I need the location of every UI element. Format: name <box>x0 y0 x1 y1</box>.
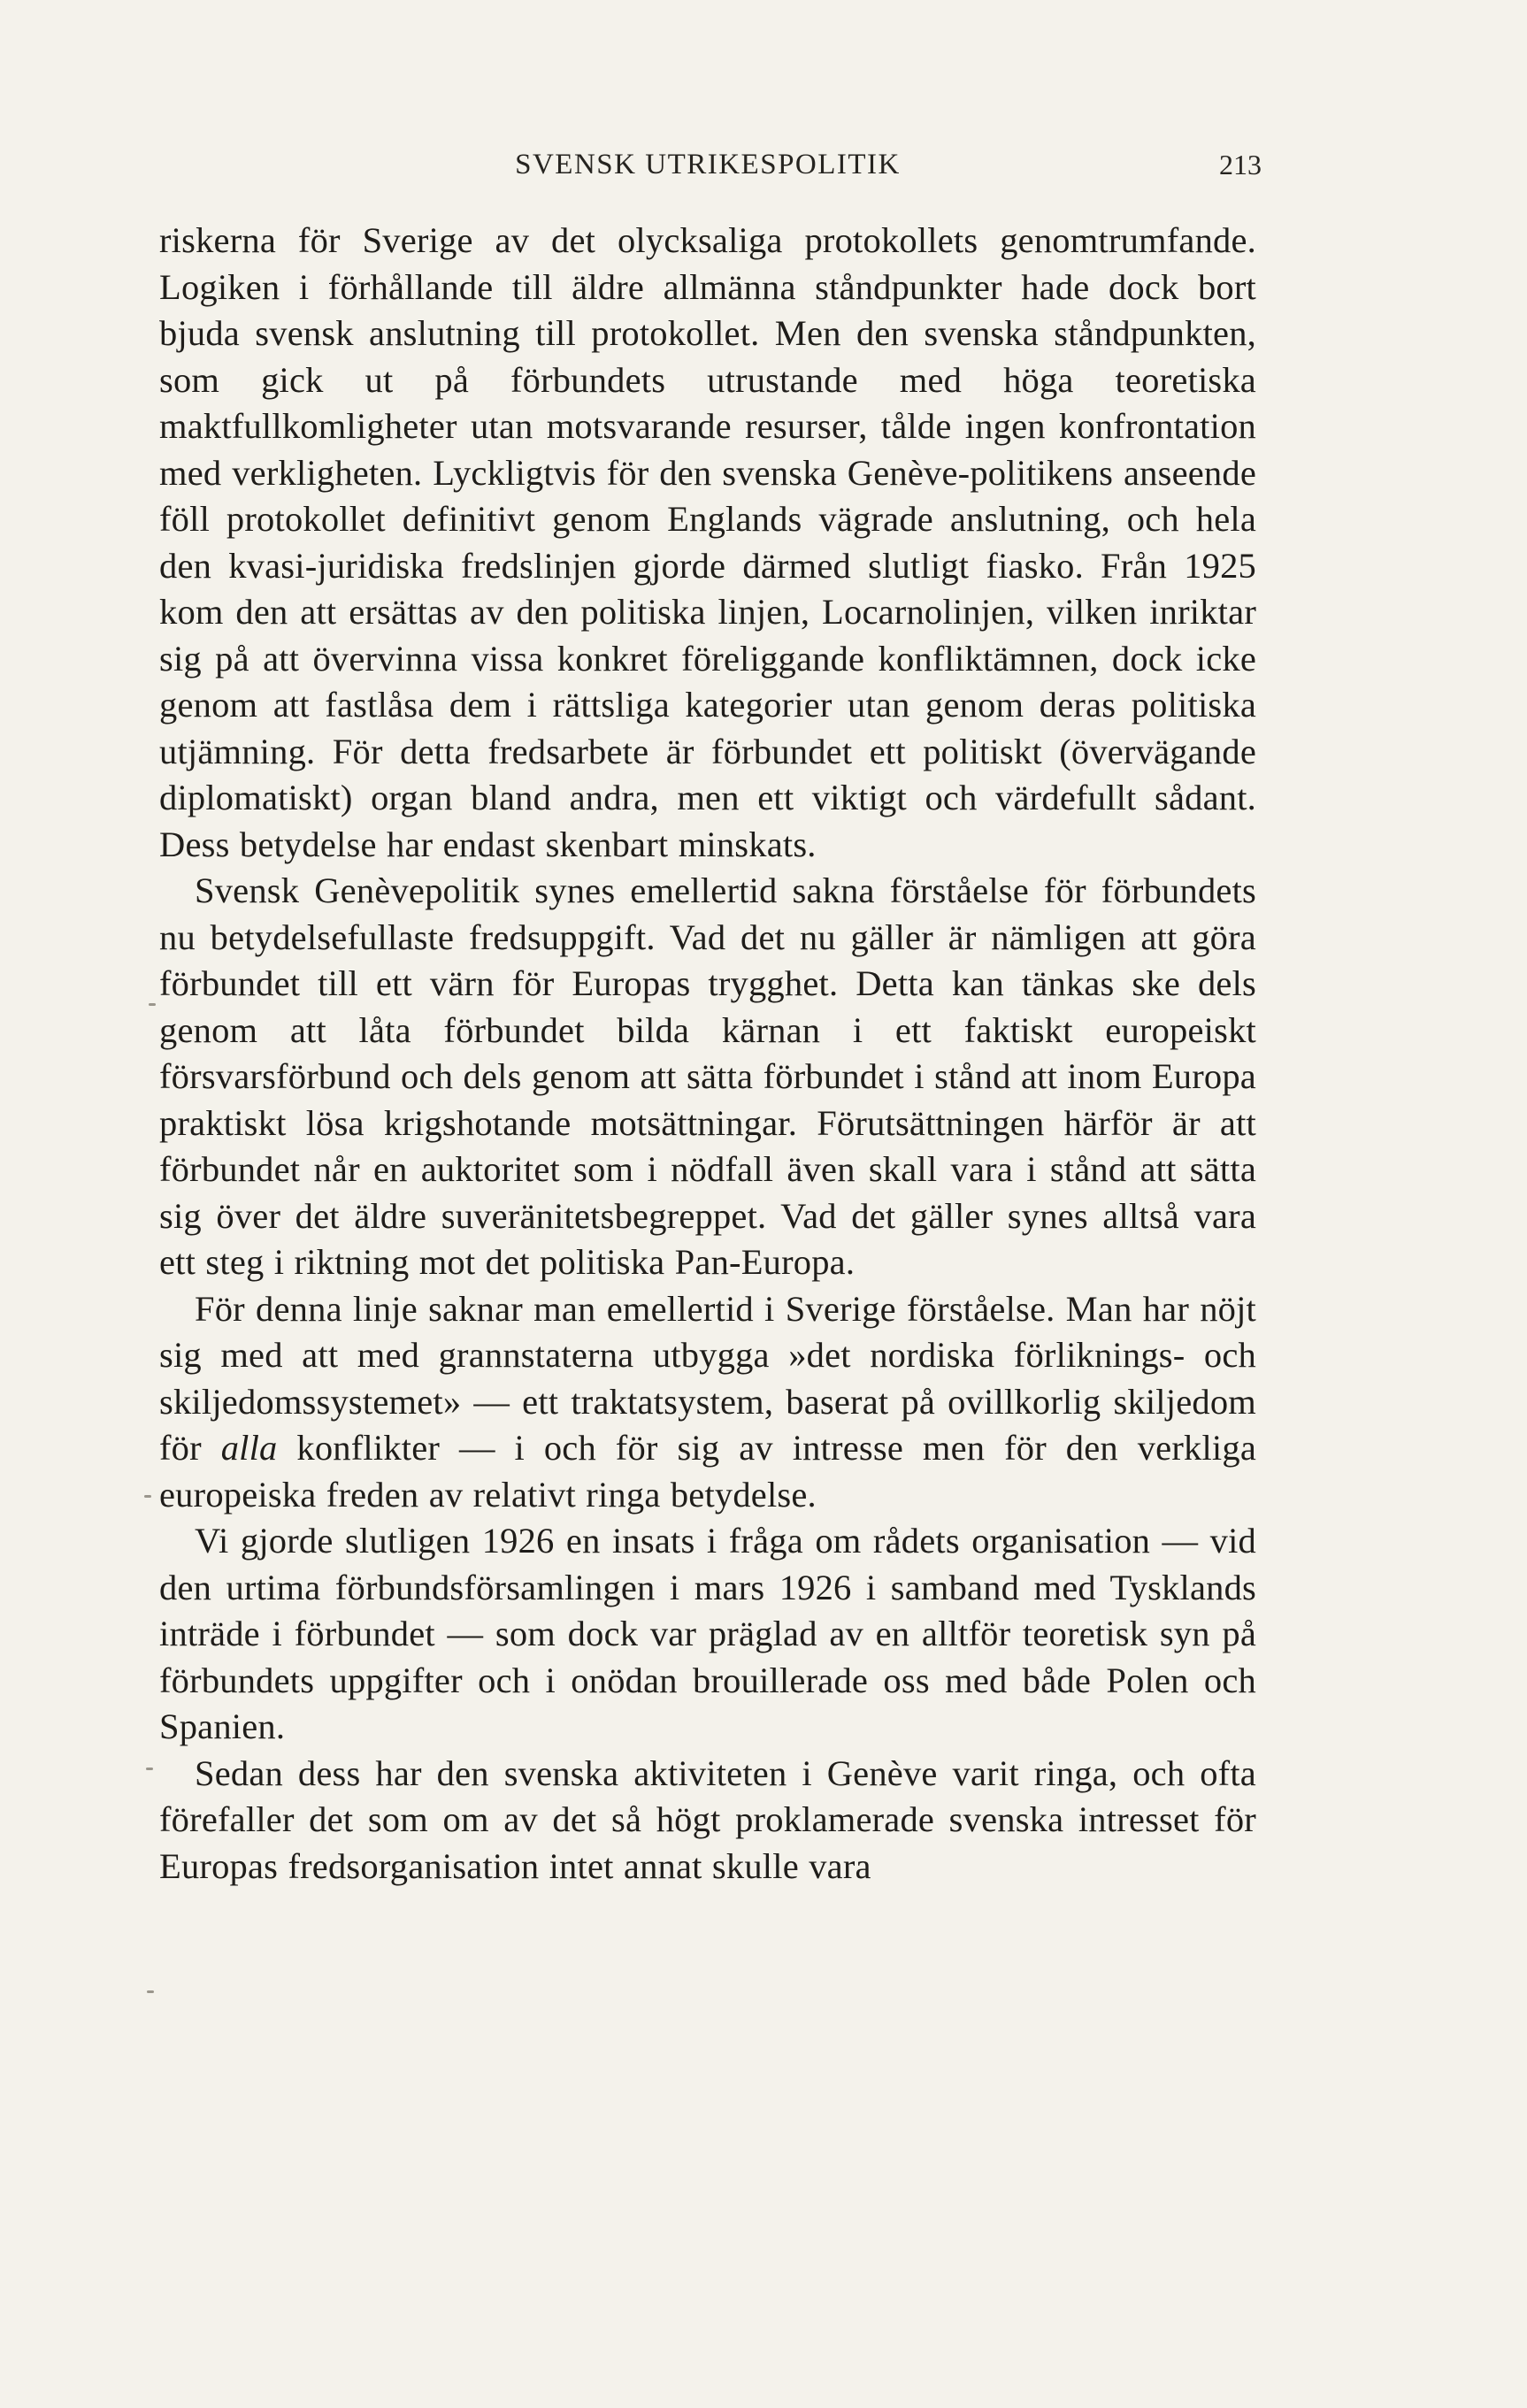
scan-speck <box>146 1768 153 1770</box>
paragraph-1: riskerna för Sverige av det olycksaliga protokollets genomtrumfande. Logiken i förhållande till äldre allmänna ståndpunkter hade dock bort bjuda svensk anslutning till protokollet. Men den svenska ståndpunkten, som gick ut på förbundets utrustande med höga teoretiska maktfullkomligheter utan motsvarande resurser, tålde ingen konfrontation med verkligheten. Lyckligtvis för den svenska Genève-politikens anseende föll protokollet definitivt genom Englands vägrade anslutning, och hela den kvasi-juridiska fredslinjen gjorde därmed slutligt fiasko. Från 1925 kom den att ersättas av den politiska linjen, Locarnolinjen, vilken inriktar sig på att övervinna vissa konkret föreliggande konfliktämnen, dock icke genom att fastlåsa dem i rättsliga kategorier utan genom deras politiska utjämning. För detta fredsarbete är förbundet ett politiskt (övervägande diplomatiskt) organ bland andra, men ett viktigt och värdefullt sådant. Dess betydelse har endast skenbart minskats. <box>159 220 1256 864</box>
paragraph-3-text-after: konflikter — i och för sig av intresse men för den verkliga europeiska freden av relativt ringa betydelse. <box>159 1428 1257 1515</box>
paragraph-2: Svensk Genèvepolitik synes emellertid sakna förståelse för förbundets nu betydelsefullaste fredsuppgift. Vad det nu gäller är nämligen att göra förbundet till ett värn för Europas trygghet. Detta kan tänkas ske dels genom att låta förbundet bilda kärnan i ett faktiskt europeiskt försvarsförbund och dels genom att sätta förbundet i stånd att inom Europa praktiskt lösa krigshotande motsättningar. Förutsättningen härför är att förbundet når en auktoritet som i nödfall även skall vara i stånd att sätta sig över det äldre suveränitetsbegreppet. Vad det gäller synes alltså vara ett steg i riktning mot det politiska Pan-Europa. <box>159 870 1256 1282</box>
paragraph-3-emphasis: alla <box>220 1428 278 1468</box>
running-head <box>159 149 1262 202</box>
body-text <box>159 218 1256 1890</box>
paragraph-3-text-before: För denna linje saknar man emellertid i Sverige förståelse. Man har nöjt sig med att med grannstaterna utbygga »det nordiska förliknings- och skiljedomssystemet» — ett traktatsystem, baserat på ovillkorlig skiljedom för <box>159 1288 1256 1468</box>
scan-speck <box>149 1003 156 1006</box>
scan-speck <box>144 1495 151 1498</box>
page-number: 213 <box>1219 149 1262 180</box>
paragraph-3 <box>159 1286 1256 1519</box>
paragraph-5: Sedan dess har den svenska aktiviteten i Genève varit ringa, och ofta förefaller det som om av det så högt proklamerade svenska intresset för Europas fredsorganisation intet annat skulle vara <box>159 1752 1256 1886</box>
paragraph-4: Vi gjorde slutligen 1926 en insats i fråga om rådets organisation — vid den urtima förbundsförsamlingen i mars 1926 i samband med Tysklands inträde i förbundet — som dock var präglad av en alltför teoretisk syn på förbundets uppgifter och i onödan brouillerade oss med både Polen och Spanien. <box>159 1521 1256 1746</box>
scan-speck <box>147 1990 154 1993</box>
running-title: SVENSK UTRIKESPOLITIK <box>515 149 901 180</box>
